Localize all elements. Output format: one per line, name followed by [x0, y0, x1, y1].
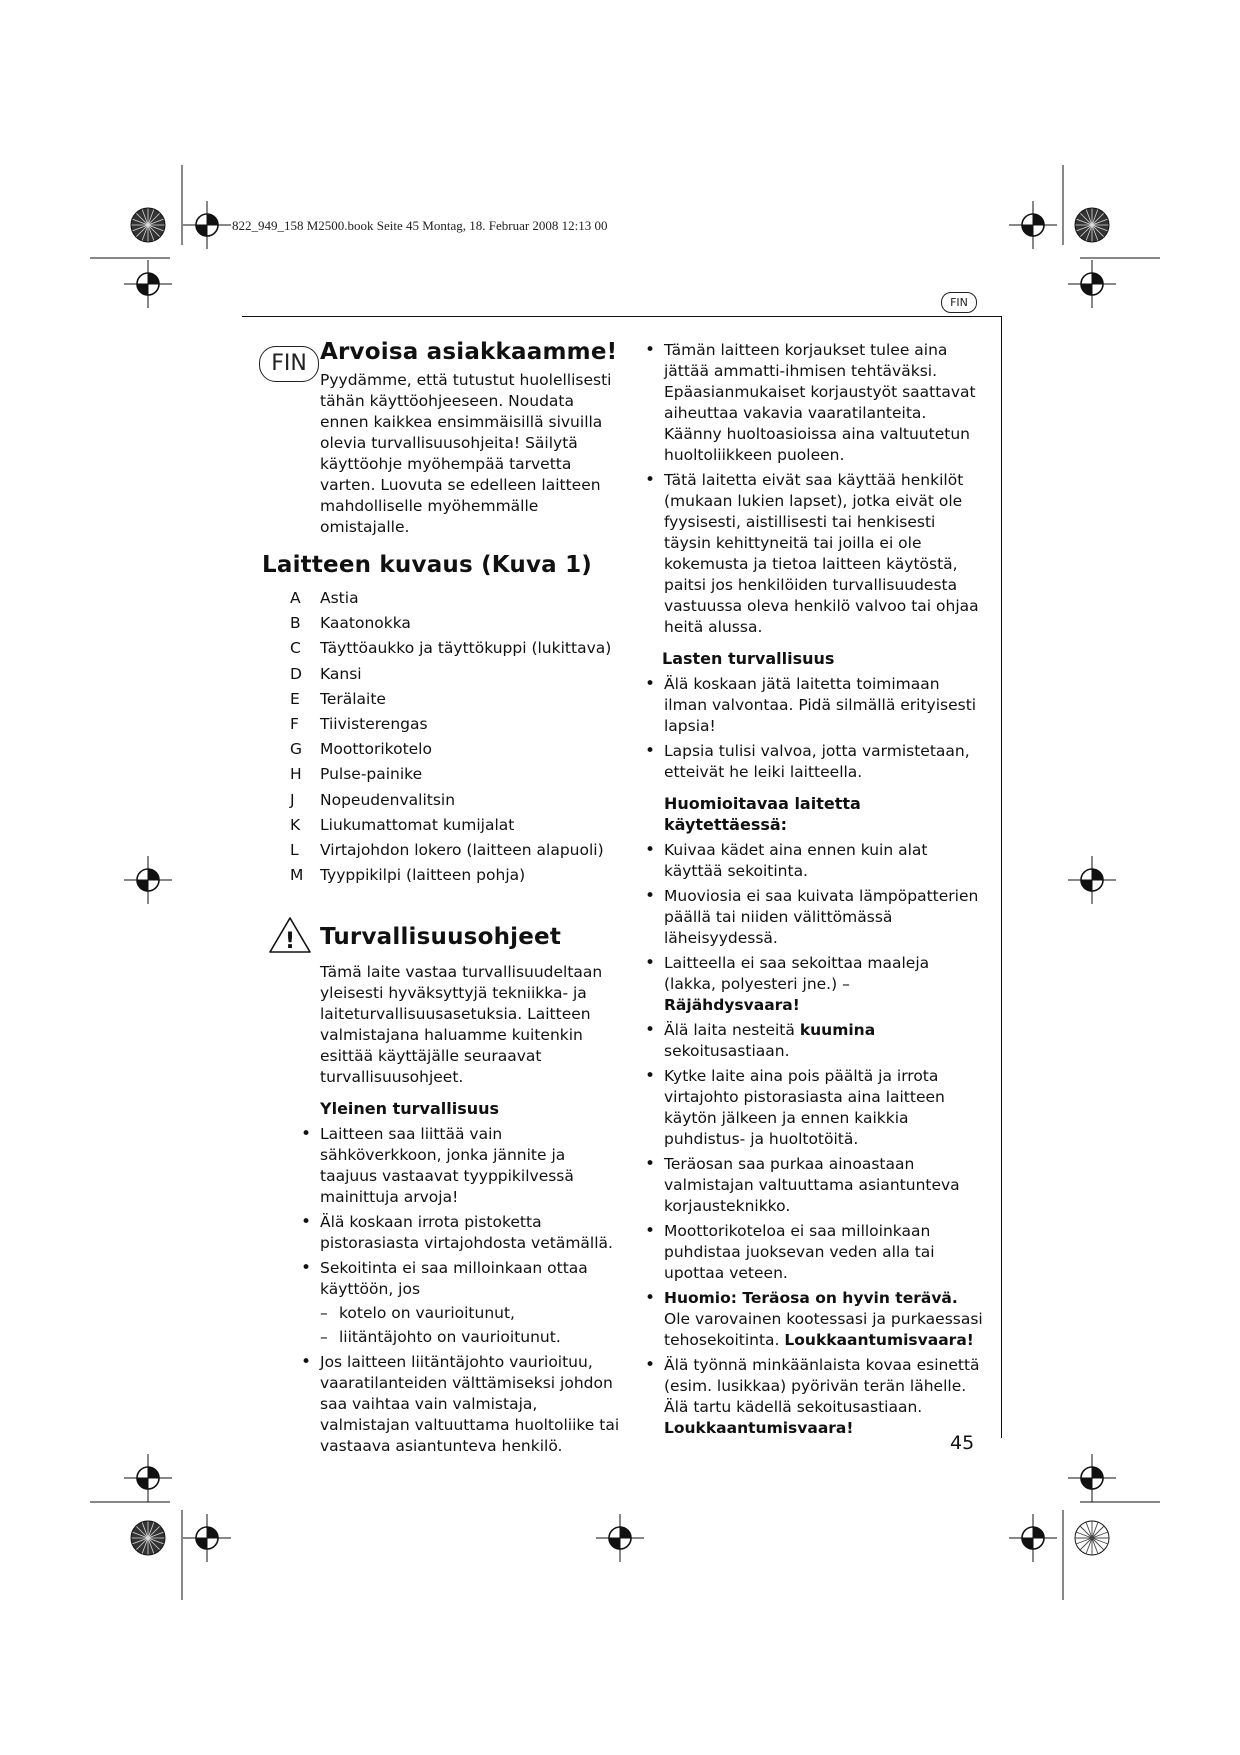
safety-intro: Tämä laite vastaa turvallisuudeltaan yleisesti hyväksyttyjä tekniikka- ja laiteturvallisuusasetuksia. Laitteen valmistajana haluamme kuitenkin esittää käyttäjälle seuraavat turvallisuusohjeet. — [320, 963, 603, 1086]
right-column — [664, 340, 984, 1439]
list-item — [645, 1288, 984, 1351]
part-key: M — [290, 866, 304, 885]
list-item: • Älä koskaan jätä laitetta toimimaan ilman valvontaa. Pidä silmällä erityisesti lapsia! — [645, 674, 984, 737]
part-key: A — [290, 589, 301, 607]
item-emphasis: Huomio: Teräosa on hyvin terävä. — [664, 1289, 958, 1307]
part-label: Nopeudenvalitsin — [320, 790, 456, 809]
part-row — [290, 662, 611, 687]
list-item — [301, 1258, 620, 1348]
part-label: Kansi — [320, 664, 362, 683]
part-key: D — [290, 664, 302, 683]
sub-list-item: – kotelo on vaurioitunut, — [320, 1303, 620, 1324]
item-text: Ole varovainen kootessasi ja purkaessasi tehosekoitinta. — [664, 1310, 983, 1349]
item-emphasis: kuumina — [799, 1021, 876, 1039]
warning-symbol: ! — [284, 929, 296, 954]
part-row — [290, 788, 611, 813]
part-label: Virtajohdon lokero (laitteen alapuoli) — [320, 841, 604, 860]
part-row — [290, 813, 611, 838]
children-safety-list — [645, 674, 984, 783]
part-label: Tiivisterengas — [320, 715, 428, 734]
part-row — [290, 687, 611, 712]
list-item: • Älä koskaan irrota pistoketta pistorasiasta virtajohdosta vetämällä. — [301, 1212, 620, 1254]
part-row — [290, 863, 611, 888]
general-safety-list — [301, 1124, 620, 1457]
part-key: L — [290, 841, 299, 860]
safety-section — [320, 962, 620, 1457]
list-item: • Laitteen saa liittää vain sähköverkkoon, jonka jännite ja taajuus vastaavat tyyppikilvessä mainittuja arvoja! — [301, 1124, 620, 1208]
item-text: sekoitusastiaan. — [664, 1042, 790, 1060]
part-label: Täyttöaukko ja täyttökuppi (lukittava) — [320, 639, 612, 658]
part-label: Astia — [320, 589, 359, 607]
part-label: Tyyppikilpi (laitteen pohja) — [320, 866, 526, 885]
part-key: H — [290, 765, 302, 784]
general-safety-title: Yleinen turvallisuus — [320, 1099, 500, 1118]
usage-list — [645, 840, 984, 1439]
list-item: • Tätä laitetta eivät saa käyttää henkilöt (mukaan lukien lapset), jotka eivät ole fyysisesti, aistillisesti tai henkisesti täysin kehittyneitä tai joilla ei ole kokemusta ja tietoa laitteen käytöstä, paitsi jos henkilöiden turvallisuudesta vastuussa oleva henkilö valvoo tai ohjaa heitä alussa. — [645, 470, 984, 638]
parts-list — [290, 586, 611, 888]
part-key: C — [290, 639, 301, 658]
item-text: Laitteella ei saa sekoittaa maaleja (lakka, polyesteri jne.) — [664, 954, 930, 993]
part-key: G — [290, 740, 303, 759]
part-key: J — [290, 790, 295, 809]
left-column — [320, 339, 620, 538]
part-label: Terälaite — [320, 689, 386, 708]
safety-title: Turvallisuusohjeet — [320, 924, 562, 950]
list-item: • Kuivaa kädet aina ennen kuin alat käyttää sekoitinta. — [645, 840, 984, 882]
part-row — [290, 838, 611, 863]
list-item — [645, 953, 984, 1016]
item-emphasis: Loukkaantumisvaara! — [784, 1331, 974, 1349]
intro-title: Arvoisa asiakkaamme! — [320, 339, 618, 365]
sub-list-item: – liitäntäjohto on vaurioitunut. — [320, 1327, 620, 1348]
part-label: Kaatonokka — [320, 614, 411, 633]
part-row — [290, 636, 611, 661]
intro-text: Pyydämme, että tutustut huolellisesti tähän käyttöohjeeseen. Noudata ennen kaikkea ensimmäisillä sivuilla olevia turvallisuusohjeita! Säilytä käyttöohje myöhempää tarvetta varten. Luovuta se edelleen laitteen mahdolliselle myöhemmälle omistajalle. — [320, 371, 612, 536]
list-item — [645, 1355, 984, 1439]
part-key: E — [290, 689, 300, 708]
list-item: • Tämän laitteen korjaukset tulee aina jättää ammatti-ihmisen tehtäväksi. Epäasianmukaiset korjaustyöt saattavat aiheuttaa vakavia vaaratilanteita. Käänny huoltoasioissa aina valtuutetun huoltoliikkeen puoleen. — [645, 340, 984, 466]
part-key: K — [290, 815, 301, 834]
list-item-text: Sekoitinta ei saa milloinkaan ottaa käyttöön, jos — [320, 1259, 588, 1298]
part-label: Liukumattomat kumijalat — [320, 815, 515, 834]
children-safety-title: Lasten turvallisuus — [662, 649, 835, 668]
list-item: • Kytke laite aina pois päältä ja irrota virtajohto pistorasiasta aina laitteen käytön jälkeen ja ennen kaikkia puhdistus- ja huoltotöitä. — [645, 1066, 984, 1150]
book-info-line: 822_949_158 M2500.book Seite 45 Montag, 18. Februar 2008 12:13 00 — [232, 218, 608, 233]
intro-language-badge: FIN — [259, 346, 319, 382]
item-text: Älä laita nesteitä — [664, 1021, 800, 1039]
part-row — [290, 611, 611, 636]
list-item: • Teräosan saa purkaa ainoastaan valmistajan valtuuttama asiantunteva korjausteknikko. — [645, 1154, 984, 1217]
list-item: • Lapsia tulisi valvoa, jotta varmistetaan, etteivät he leiki laitteella. — [645, 741, 984, 783]
list-item: • Muoviosia ei saa kuivata lämpöpatterien päällä tai niiden välittömässä läheisyydessä. — [645, 886, 984, 949]
part-label: Moottorikotelo — [320, 740, 432, 759]
part-row — [290, 586, 611, 611]
list-item: • Moottorikoteloa ei saa milloinkaan puhdistaa juoksevan veden alla tai upottaa veteen. — [645, 1221, 984, 1284]
part-key: F — [290, 715, 299, 734]
list-item: • Jos laitteen liitäntäjohto vaurioituu, vaaratilanteiden välttämiseksi johdon saa vaihtaa vain valmistaja, valmistajan valtuuttama huoltoliike tai vastaava asiantunteva henkilö. — [301, 1352, 620, 1457]
part-row — [290, 712, 611, 737]
item-emphasis: Räjähdysvaara! — [664, 996, 800, 1014]
sub-list — [320, 1303, 620, 1348]
top-list — [645, 340, 984, 638]
item-text: Älä työnnä minkäänlaista kovaa esinettä (esim. lusikkaa) pyörivän terän lähelle. Älä tartu kädellä sekoitusastiaan. — [664, 1356, 980, 1416]
part-row — [290, 737, 611, 762]
usage-title: Huomioitavaa laitetta käytettäessä: — [664, 794, 861, 834]
page-number: 45 — [950, 1432, 975, 1454]
warning-triangle-icon — [268, 916, 312, 954]
language-badge: FIN — [941, 292, 977, 313]
item-separator: – — [837, 975, 850, 993]
part-label: Pulse-painike — [320, 765, 423, 784]
part-row — [290, 762, 611, 787]
item-emphasis: Loukkaantumisvaara! — [664, 1419, 854, 1437]
list-item — [645, 1020, 984, 1062]
description-title: Laitteen kuvaus (Kuva 1) — [262, 552, 593, 578]
part-key: B — [290, 614, 301, 633]
